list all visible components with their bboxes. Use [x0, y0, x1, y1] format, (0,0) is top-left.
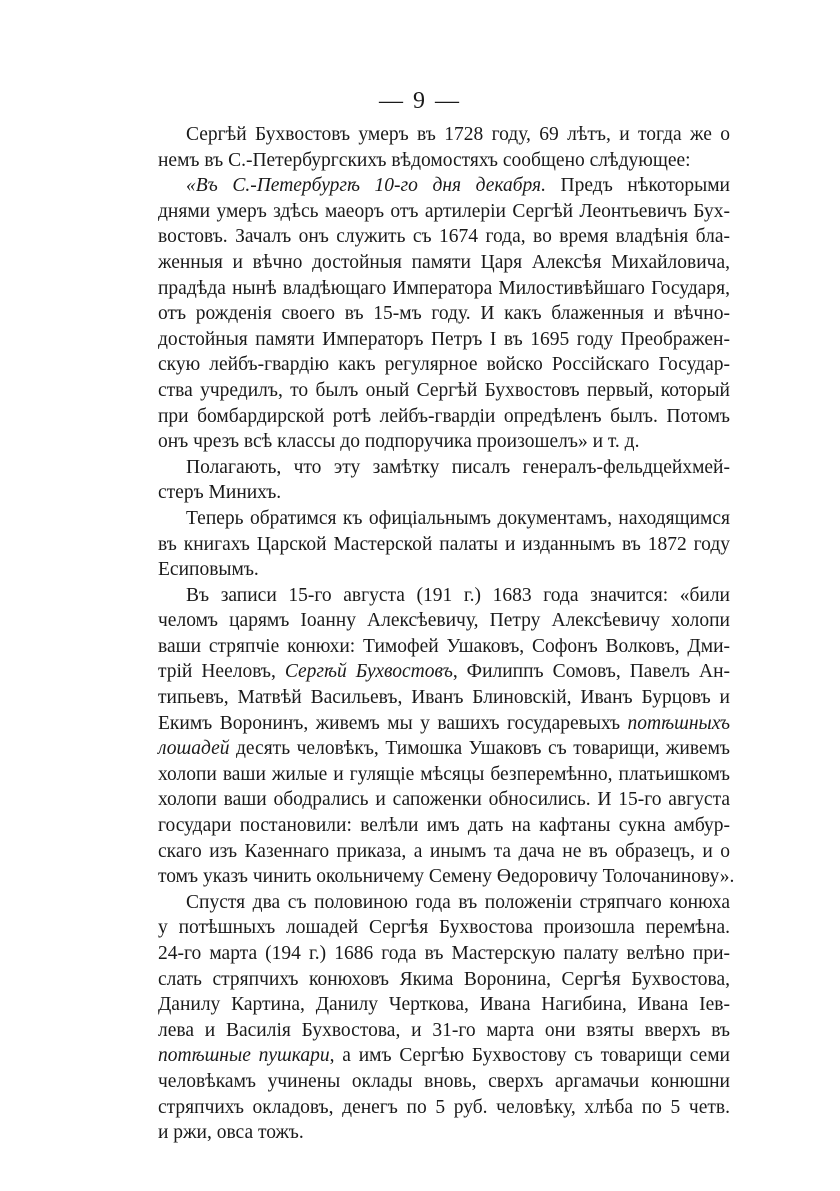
text-line: при бомбардирской ротѣ лейбъ-гвардіи опредѣленъ былъ. Потомъ [158, 405, 730, 427]
text-line: лева и Василія Бухвостова, и 31-го марта они взяты вверхъ въ [158, 1019, 730, 1041]
text-line: отъ рожденія своего въ 15-мъ году. И какъ блаженныя и вѣчно- [158, 303, 730, 325]
text-line: государи постановили: велѣли имъ дать на кафтаны сукна амбур- [158, 815, 730, 837]
text-line: въ книгахъ Царской Мастерской палаты и изданнымъ въ 1872 году [158, 533, 730, 555]
text-line [158, 736, 730, 762]
paragraph [158, 455, 730, 506]
text-line: стряпчихъ окладовъ, денегъ по 5 руб. человѣку, хлѣба по 5 четв. [158, 1096, 730, 1118]
text-line: Теперь обратимся къ офиціальнымъ документамъ, находящимся [186, 507, 730, 529]
text-line: скую лейбъ-гвардію какъ регулярное войско Россійскаго Государ- [158, 354, 730, 376]
text-line: холопи ваши ободрались и сапоженки обносились. И 15-го августа [158, 789, 730, 811]
text-run: десять человѣкъ, Тимошка Ушаковъ съ товарищи, живемъ [229, 738, 730, 760]
text-run: трій Нееловъ, [158, 661, 285, 683]
paragraph [158, 506, 730, 583]
text-line: челомъ царямъ Іоанну Алексѣевичу, Петру Алексѣевичу холопи [158, 610, 730, 632]
text-line: ваши стряпчіе конюхи: Тимофей Ушаковъ, Софонъ Волковъ, Дми- [158, 635, 730, 657]
text-line: человѣкамъ учинены оклады вновь, сверхъ аргамачьи конюшни [158, 1070, 730, 1092]
text-line: Данилу Картина, Данилу Черткова, Ивана Нагибина, Ивана Іев- [158, 994, 730, 1016]
text-line: ства учредилъ, то былъ оный Сергѣй Бухвостовъ первый, который [158, 379, 730, 401]
text-line: Сергѣй Бухвостовъ умеръ въ 1728 году, 69 лѣтъ, и тогда же о [186, 124, 730, 145]
text-line: скаго изъ Казеннаго приказа, а инымъ та дача не въ образецъ, и о [158, 840, 730, 862]
italic-text: Сергѣй Бухвостовъ [284, 661, 453, 683]
text-line: достойныя памяти Императоръ Петръ I въ 1695 году Преображен- [158, 328, 730, 350]
text-line: Спустя два съ половиною года въ положеніи стряпчаго конюха [186, 891, 730, 913]
text-line: у потѣшныхъ лошадей Сергѣя Бухвостова произошла перемѣна. [158, 917, 730, 939]
text-line [158, 711, 730, 737]
text-line: прадѣда нынѣ владѣющаго Императора Милостивѣйшаго Государя, [158, 277, 730, 299]
text-line: Есиповымъ. [158, 559, 259, 581]
text-line: типьевъ, Матвѣй Васильевъ, Иванъ Блиновскій, Иванъ Бурцовъ и [158, 687, 730, 709]
text-line: и ржи, овса тожъ. [158, 1122, 304, 1144]
italic-text: потѣшныхъ [627, 712, 730, 734]
italic-text: потѣшные пушкари [158, 1045, 330, 1067]
text-line: немъ въ С.-Петербургскихъ вѣдомостяхъ сообщено слѣдующее: [158, 149, 691, 171]
text-line: Въ записи 15-го августа (191 г.) 1683 года значится: «били [186, 584, 730, 606]
text-run: , Филиппъ Сомовъ, Павелъ Ан- [452, 661, 730, 683]
paragraph [158, 173, 730, 455]
paragraph [158, 122, 730, 173]
text-line: онъ чрезъ всѣ классы до подпоручика произошелъ» и т. д. [158, 431, 640, 453]
body-text [158, 122, 735, 1146]
text-line [158, 659, 730, 685]
text-line: 24-го марта (194 г.) 1686 года въ Мастерскую палату велѣно при- [158, 943, 730, 964]
text-line: востовъ. Зачалъ онъ служить съ 1674 года, во время владѣнія бла- [158, 226, 730, 248]
text-run: , а имъ Сергѣю Бухвостову съ товарищи семи [329, 1045, 730, 1067]
text-line: холопи ваши жилые и гулящіе мѣсяцы безперемѣнно, платьишкомъ [158, 763, 730, 785]
text-line: женныя и вѣчно достойныя памяти Царя Алексѣя Михайловича, [158, 251, 730, 273]
text-line: днями умеръ здѣсь маеоръ отъ артилеріи Сергѣй Леонтьевичъ Бух- [158, 200, 730, 222]
text-run: Екимъ Воронинъ, живемъ мы у вашихъ государевыхъ [158, 712, 628, 734]
paragraph [158, 583, 735, 890]
text-line [158, 1043, 730, 1069]
text-line [158, 173, 730, 199]
italic-text: «Въ С.-Петербургѣ 10-го дня декабря. [186, 175, 546, 197]
text-line: стеръ Минихъ. [158, 482, 282, 504]
text-line: томъ указъ чинить окольничему Семену Өедоровичу Толочанинову». [158, 866, 735, 888]
page-number: — 9 — [379, 88, 461, 114]
paragraph [158, 890, 730, 1146]
text-line: слать стряпчихъ конюховъ Якима Воронина, Сергѣя Бухвостова, [158, 968, 730, 990]
text-run: Предъ нѣкоторыми [546, 175, 730, 197]
italic-text: лошадей [158, 738, 230, 760]
text-line: Полагають, что эту замѣтку писалъ генералъ-фельдцейхмей- [186, 456, 730, 478]
